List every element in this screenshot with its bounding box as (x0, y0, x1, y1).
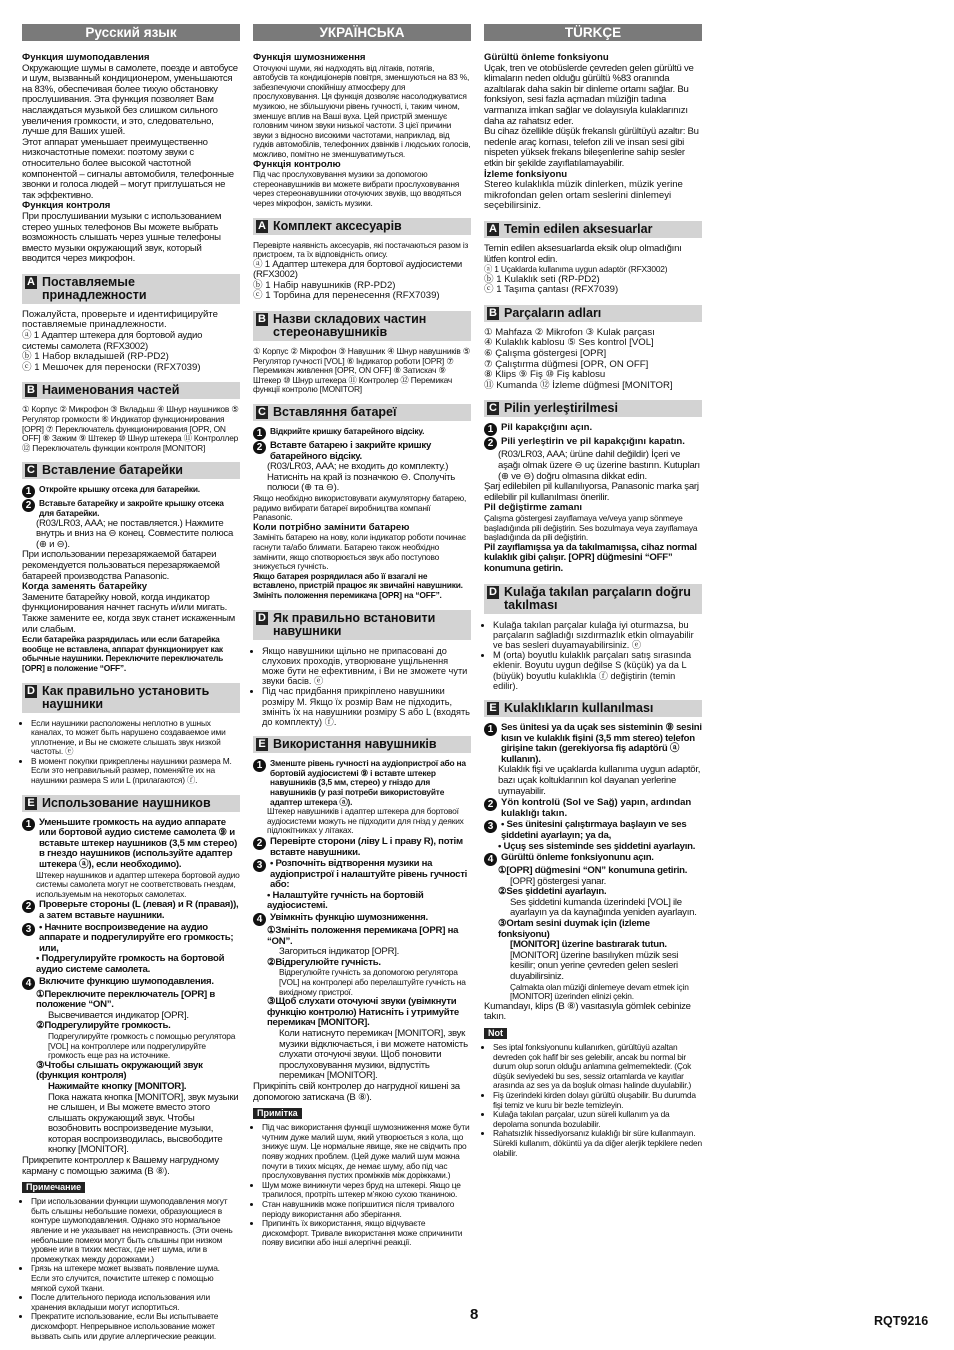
document-code: RQT9216 (874, 1314, 929, 1328)
accessories-intro: Пожалуйста, проверьте и идентифицируйте поставляемые принадлежности. (22, 308, 218, 331)
step-4c-note: Çalmakta olan müziği dinlemeye devam etmek için [MONITOR] üzerinden elinizi çekin. (510, 981, 689, 1002)
parts-item: ⑥ Çalışma göstergesi [OPR] (484, 348, 607, 360)
step-4b-detail: Відрегулюйте гучність за допомогою регулятора [VOL] на контролері або перелаштуйте гучність на вихідному пристрої. (279, 967, 466, 997)
nc-title: Gürültü önleme fonksiyonu (484, 52, 609, 63)
step-1: 1 Зменште рівень гучності на аудіопристрої або на бортовій аудіосистемі ⑨ і вставте штекер навушників (3,5 мм, стерео) у гніздо для навушників (у разі потреби використовуйте адаптер штекера ⓐ). (253, 759, 471, 807)
step-3b: • Uçuş ses sisteminde ses şiddetini ayarlayın. (498, 840, 696, 852)
step-2: 2 Вставте батарею і закрийте кришку батарейного відсіку. (253, 441, 471, 462)
step-4: 4 Gürültü önleme fonksiyonunu açın. (484, 853, 702, 866)
parts-list: ① Корпус ② Микрофон ③ Вкладыш ④ Шнур наушников ⑤ Регулятор громкости ⑥ Индикатор функционирования [OPR] ⑦ Переключатель функционирования [OPR, ON OFF] ⑧ Зажим ⑨ Штекер ⑩ Шнур штекера ⑪ Контроллер ⑫ Переключатель функции контроля [MONITOR] (22, 404, 239, 453)
step-2: 2 Yön kontrolü (Sol ve Sağ) yapın, ardından kulaklığı takın. (484, 798, 702, 819)
parts-item: ⑪ Kumanda ⑫ İzleme düğmesi [MONITOR] (484, 379, 673, 391)
fit-item: • Якщо навушники щільно не припасовані до слухових проходів, утворюване ущільнення може бути не ефективним, і Ви не зможете чути звуки басів. ⓔ (262, 646, 471, 687)
nc-text: Окружающие шумы в самолете, поезде и автобусе и шум, вызванный кондиционером, уменьшаются на 83%, обеспечивая более тихую обстановку прослушивания. Эта функция позволяет Вам наслаждаться музыкой без слишком сильного увеличения громкости, и это, следовательно, лучше для Ваших ушей. (22, 62, 238, 138)
step-4a-detail: [OPR] göstergesi yanar. (510, 875, 607, 887)
step-4b-detail: Ses şiddetini kumanda üzerindeki [VOL] ile ayarlayın ya da kaynağında yeniden ayarlayın. (510, 896, 697, 919)
step-4c: ③Чтобы слышать окружающий звук (функция контроля) (36, 1059, 203, 1082)
parts-item: ⑦ Çalıştırma düğmesi [OPR, ON OFF] (484, 358, 649, 370)
nc-title: Функція шумозниження (253, 52, 366, 63)
replace-text: Çalışma göstergesi zayıflamaya ve/veya yanıp sönmeye başladığında pili değiştirin. Ses bozulmaya veya zayıflamaya başladığında da pili değiştirin. (484, 513, 698, 543)
clip-text: Прикріпіть свій контролер до нагрудної кишені за допомогою затискача (B ⑧). (253, 1080, 460, 1103)
step-2-detail: (R03/LR03, AAA; не поставляется.) Нажмите внутрь и вниз на ⊖ конец. Совместите полюса (⊕ и ⊖). (36, 517, 234, 550)
monitor-text: Stereo kulaklıkla müzik dinlerken, müzik yerine mikrofondan gelen ortam seslerini dinlemeyi seçebilirsiniz. (484, 179, 683, 212)
language-header: Русский язык (22, 24, 240, 41)
step-4: 4 Включите функцию шумоподавления. (22, 977, 240, 990)
step-3: 3 • Розпочніть відтворення музики на аудіопристрої і налаштуйте рівень гучності або: (253, 859, 471, 891)
section-c-header: C Вставляння батареї (253, 404, 471, 421)
step-4c-detail: Коли натиснуто перемикач [MONITOR], звук музики відключається, і ви можете натомість слухати оточуючі звуки. Щоб поновити прослуховування музики, відпустіть перемикач [MONITOR]. (279, 1028, 468, 1082)
battery-empty-note: Якщо батарея розрядилася або її взагалі не вставлено, пристрій працює як звичайні навушники. Змініть положення перемикача [OPR] на “OFF”. (253, 570, 463, 600)
step-1: 1 Уменьшите громкость на аудио аппарате или бортовой аудио системе самолета ⑨ и вставьте штекер наушников (3,5 мм стерео) в гнездо наушников (используйте адаптер штекера ⓐ), если необходимо). (22, 818, 240, 871)
section-d-header: D Як правильно встановити навушники (253, 610, 471, 640)
step-4c-button: [MONITOR] üzerine bastırarak tutun. (510, 939, 667, 951)
accessory-item: ⓐ 1 Адаптер штекера для бортовой аудио системы самолета (RFX3002) (22, 330, 203, 352)
step-4a: ①[OPR] düğmesini “ON” konumuna getirin. (498, 865, 688, 877)
monitor-text: Під час прослуховування музики за допомогою стереонавушників ви можете вибрати прослуховування через стереонавушники оточуючих звуків, що вводяться через мікрофон, замість музики. (253, 169, 462, 208)
monitor-text: При прослушивании музыки с использованием стерео ушных телефонов Вы можете выбрать возможность слышать через ушные телефоны вместо музыки окружающий звук, который вводится через микрофон. (22, 210, 222, 265)
accessory-item: ⓒ 1 Taşıma çantası (RFX7039) (484, 284, 619, 296)
nc-title: Функция шумоподавления (22, 52, 150, 63)
step-3: 3 • Начните воспроизведение на аудио аппарате и подрегулируйте его громкость; или, (22, 923, 240, 955)
fit-item: • Під час придбання прикріплено навушники розміру M. Якщо їх розмір Вам не підходить, змініть їх на навушники розміру S або L (входять до комплекту) ⓕ. (262, 686, 471, 727)
step-4b: ②Подрегулируйте громкость. (36, 1020, 171, 1032)
step-1: 1 Відкрийте кришку батарейного відсіку. (253, 427, 471, 440)
note-item: • Припиніть їх використання, якщо відчуваєте дискомфорт. Тривале використання може спричинити появу висипки або інші алергічні реакції. (262, 1219, 471, 1248)
step-2: 2 Pili yerleştirin ve pil kapakçığını kapatın. (484, 437, 702, 450)
section-a-header: A Поставляемые принадлежности (22, 274, 240, 304)
step-1-note: Штекер наушников и адаптер штекера бортовой аудио системы самолета могут не соответствовать гнездам, используемым на некоторых самолетах. (36, 869, 240, 899)
step-4b-detail: Подрегулируйте громкость с помощью регулятора [VOL] на контроллере или подрегулируйте громкость еще раз на источнике. (48, 1030, 236, 1061)
step-4a: ①Змініть положення перемикача [OPR] на “ON”. (267, 925, 459, 947)
section-b-header: B Parçaların adları (484, 305, 702, 322)
note-item: • Стан навушників може погіршитися після тривалого періоду використання або зберігання. (262, 1200, 471, 1219)
note-item: • Шум може виникнути через бруд на штекері. Якщо це трапилося, протріть штекер м’якою сухою тканиною. (262, 1181, 471, 1200)
language-header: УКРАЇНСЬКА (253, 24, 471, 41)
note-label: Not (484, 1028, 507, 1039)
replace-text: Замените батарейку новой, когда индикатор функционирования начнет гаснуть и/или мигать. Также замените ее, когда звук станет искаженным или слабым. (22, 591, 236, 635)
fit-item: • M (orta) boyutlu kulaklık parçaları satış sırasında eklenir. Boyutu uygun değilse S (küçük) ya da L (büyük) boyutlu kulaklıkla ⓕ değiştirin (temin edilir). (493, 650, 702, 691)
note-item: • Грязь на штекере может вызвать появление шума. Если это случится, почистите штекер с помощью мягкой сухой ткани. (31, 1264, 240, 1293)
nc-text: Оточуючі шуми, які надходять від літаків, потягів, автобусів та кондиціонерів повітря, зменшуються на 83 %, забезпечуючи спокійнішу атмосферу для прослуховування. Ця функція дозволяє насолоджуватися музикою, не збільшуючи рівень гучності, і, таким чином, зменшує вплив на Ваші вуха. Цей пристрій зменшує головним чином звуки низької частоти. З цієї причини звуки з відносно високими частотами, наприклад, від гудків автомобілів, телефонних дзвінків і людських голосів, можливо, помітно не зменшуватимуться. (253, 62, 471, 159)
rechargeable-note: Şarj edilebilen pil kullanılıyorsa, Panasonic marka şarj edilebilir pil kullanılması önerilir. (484, 481, 699, 503)
fit-item: • Если наушники расположены неплотно в ушных каналах, то может быть нарушено создаваемое ими уплотнение, и Вы не сможете слышать звук низкой частоты. ⓔ (31, 719, 240, 757)
step-4c: ③Ortam sesini duymak için (izleme fonksiyonu) (498, 918, 650, 940)
note-item: • Fiş üzerindeki kirden dolayı gürültü oluşabilir. Bu durumda fişi temiz ve kuru bir bezle temizleyin. (493, 1091, 702, 1110)
step-3: 3 • Ses ünitesini çalıştırmaya başlayın ve ses şiddetini ayarlayın; ya da, (484, 820, 702, 841)
note-item: • Під час використання функції шумозниження може бути чутним дуже малий шум, який утворюється з кола, що знижує шум. Це нормальне явище, яке не свідчить про появу жодних проблем. (Цей дуже малий шум можна почути в тихих місцях, де немає шуму, або під час прослуховування пустих проміжків між доріжками.) (262, 1123, 471, 1181)
accessories-intro: Temin edilen aksesuarlarda eksik olup olmadığını lütfen kontrol edin. (484, 242, 682, 265)
accessory-item: ⓑ 1 Kulaklık seti (RP-PD2) (484, 273, 600, 285)
battery-empty-note: Если батарейка разрядилась или если батарейка вообще не вставлена, аппарат функционирует как обычные наушники. Переключите переключатель [OPR] в положение “OFF”. (22, 634, 224, 673)
accessory-item: ⓐ 1 Адаптер штекера для бортової аудіосистеми (RFX3002) (253, 258, 463, 281)
section-d-header: D Kulağa takılan parçaların doğru takılması (484, 584, 702, 614)
step-1-note: Штекер навушників і адаптер штекера для бортової аудіосистеми можуть не підходити для гнізд у деяких підлокітниках у літаках. (267, 806, 464, 836)
note-item: • Kulağa takılan parçalar, uzun süreli kullanım ya da depolama sonunda bozulabilir. (493, 1110, 702, 1129)
step-2-detail: (R03/LR03, AAA; ürüne dahil değildir) İçeri ve aşağı olmak üzere ⊖ uç üzerine bastırın. Kutupları (⊕ ve ⊖) doğru olmasına dikkat edin. (498, 449, 700, 482)
replace-text: Замініть батарею на нову, коли індикатор роботи починає гаснути та/або блимати. Батарею також необхідно замінити, якщо спотворюється звук або поступово знижується гучність. (253, 532, 466, 572)
parts-item: ⑧ Klips ⑨ Fiş ⑩ Fiş kablosu (484, 369, 606, 381)
step-4c-detail: [MONITOR] üzerine basılıyken müzik sesi kesilir; onun yerine çevreden gelen sesleri duyabilirsiniz. (510, 949, 679, 983)
parts-item: ④ Kulaklık kablosu ⑤ Ses kontrol [VOL] (484, 337, 654, 349)
section-c-header: C Вставление батарейки (22, 462, 240, 479)
step-4b: ②Відрегулюйте гучність. (267, 956, 381, 968)
rechargeable-note: Якщо необхідно використовувати акумуляторну батарею, радимо вибирати батареї виробництва компанії Panasonic. (253, 493, 467, 523)
accessory-item: ⓐ 1 Uçaklarda kullanıma uygun adaptör (RFX3002) (484, 264, 668, 275)
step-3b: • Подрегулируйте громкость на бортовой аудио системе самолета. (36, 953, 225, 975)
step-1: 1 Ses ünitesi ya da uçak ses sisteminin ⑨ sesini kısın ve kulaklık fişini (3,5 mm stereo) telefon girişine takın (gerekiyorsa fiş adaptörü ⓐ kullanın). (484, 723, 702, 765)
accessory-item: ⓑ 1 Набір навушників (RP-PD2) (253, 279, 396, 291)
fit-item: • Kulağa takılan parçalar kulağa iyi oturmazsa, bu parçaların sağladığı sızdırmazlık etkin olmayabilir ve bas sesleri duyamayabilirsiniz. ⓔ (493, 620, 702, 651)
page-number: 8 (470, 1306, 479, 1323)
nc-text-2: Этот аппарат уменьшает преимущественно низкочастотные помехи: поэтому звуки с относительно более высокой частотной компонентой – сигналы автомобиля, телефонные звонки и голоса людей – могут приглушаться не так эффективно. (22, 136, 234, 201)
section-c-header: C Pilin yerleştirilmesi (484, 400, 702, 417)
step-1-note: Kulaklık fişi ve uçaklarda kullanıma uygun adaptör, bazı uçak koltuklarının kol dayanan yerlerine uymayabilir. (498, 764, 701, 797)
note-item: • При использовании функции шумоподавления могут быть слышны небольшие помехи, образующиеся в контуре шумоподавления. Однако это нормальное явление и не указывает на неисправность. (Эти очень небольшие помехи могут быть слышны при низком уровне или в тихих местах, где нет шума, или в промежутках между дорожками.) (31, 1197, 240, 1264)
step-2: 2 Проверьте стороны (L (левая) и R (правая)), а затем вставьте наушники. (22, 900, 240, 921)
section-d-header: D Как правильно установить наушники (22, 683, 240, 713)
accessory-item: ⓒ 1 Мешочек для переноски (RFX7039) (22, 361, 201, 373)
step-4a-detail: Загориться індикатор [OPR]. (279, 946, 400, 958)
note-item: • Прекратите использование, если Вы испытываете дискомфорт. Непрерывное использование может вызвать сыпь или другие аллергические реакции. (31, 1312, 240, 1341)
nc-text-2: Bu cihaz özellikle düşük frekanslı gürültüyü azaltır: Bu nedenle araç kornası, telefon zili ve insan sesi gibi nispeten yüksek frekans bileşenlerine sahip sesler etkin bir şekilde zayıflatılamayabilir. (484, 126, 699, 169)
battery-empty-note: Pil zayıflamışsa ya da takılmamışsa, cihaz normal kulaklık gibi çalışır. [OPR] düğmesini “OFF” konumuna getirin. (484, 541, 697, 574)
step-2-detail: (R03/LR03, AAA; не входить до комплекту.) Натисніть на край із позначкою ⊖. Сполучіть полюси (⊕ та ⊖). (267, 461, 456, 494)
step-4c-detail: Пока нажата кнопка [MONITOR], звук музыки не слышен, и Вы можете вместо этого слышать окружающий звук. Чтобы возобновить воспроизведение музыки, которая воспроизводилась, высвободите кнопку [MONITOR]. (48, 1091, 239, 1156)
section-b-header: B Наименования частей (22, 382, 240, 399)
accessory-item: ⓑ 1 Набор вкладышей (RP-PD2) (22, 351, 169, 363)
replace-title: Pil değiştirme zamanı (484, 502, 583, 514)
monitor-title: Функция контроля (22, 200, 111, 212)
accessories-intro: Перевірте наявність аксесуарів, які постачаються разом із пристроєм, та їх відповідність опису. (253, 239, 469, 260)
step-1: 1 Откройте крышку отсека для батарейки. (22, 485, 240, 498)
replace-title: Коли потрібно замінити батарею (253, 521, 410, 533)
step-4a: ①Переключите переключатель [OPR] в положение “ON”. (36, 988, 216, 1011)
section-e-header: E Kulaklıkların kullanılması (484, 700, 702, 717)
step-2: 2 Вставьте батарейку и закройте крышку отсека для батарейки. (22, 499, 240, 518)
section-e-header: E Использование наушников (22, 795, 240, 812)
note-item: • Rahatsızlık hissediyorsanız kulaklığı bir süre kullanmayın. Sürekli kullanım, döküntü ya da diğer alerjik tepkilere neden olabilir. (493, 1129, 702, 1158)
section-a-header: A Temin edilen aksesuarlar (484, 221, 702, 238)
step-1: 1 Pil kapakçığını açın. (484, 423, 702, 436)
ukrainian-column (253, 24, 471, 1250)
replace-title: Когда заменять батарейку (22, 581, 148, 593)
language-header: TÜRKÇE (484, 24, 702, 41)
step-4b: ②Ses şiddetini ayarlayın. (498, 886, 607, 898)
section-e-header: E Використання навушників (253, 736, 471, 753)
step-3b: • Налаштуйте гучність на бортовій аудіосистемі. (267, 889, 424, 912)
step-2: 2 Перевірте сторони (ліву L і праву R), потім вставте навушники. (253, 837, 471, 858)
section-b-header: B Назви складових частин стереонавушників (253, 311, 471, 341)
note-item: • Ses iptal fonksiyonunu kullanırken, gürültüyü azaltan devreden çok hafif bir ses gelebilir, ancak bu normal bir durum olup sorun olduğu anlamına gelmemektedir. (Çok düşük seviyedeki bu ses, sessiz ortamlarda ve kayıtlar arasında az ses ya da boşluk olması halinde duyulabilir.) (493, 1043, 702, 1091)
section-a-header: A Комплект аксесуарів (253, 218, 471, 235)
step-4a-detail: Высвечивается индикатор [OPR]. (48, 1009, 189, 1021)
note-item: • После длительного периода использования или хранения вкладыши могут испортиться. (31, 1293, 240, 1312)
step-4c: ③Щоб слухати оточуючі звуки (увімкнути функцію контролю) Натисніть і утримуйте перемикач [MONITOR]. (267, 996, 459, 1029)
note-label: Примітка (253, 1108, 302, 1119)
nc-text: Uçak, tren ve otobüslerde çevreden gelen gürültü ve klimaların neden olduğu gürültü %83 oranında azaltılarak daha sakin bir dinleme ortamı sağlar. Bu fonksiyon, sesi fazla açmadan müziğin tadına varmanıza imkan sağlar ve dolayısıyla kulaklarınızı daha az rahatsız eder. (484, 62, 694, 127)
monitor-title: İzleme fonksiyonu (484, 168, 568, 180)
fit-item: • В момент покупки прикреплены наушники размера M. Если это неправильный размер, поменяйте их на наушники размера S или L (прилагаются) ⓕ. (31, 757, 240, 786)
clip-text: Прикрепите контроллер к Вашему нагрудному карману с помощью зажима (B ⑧). (22, 1155, 219, 1177)
parts-item: ① Mahfaza ② Mikrofon ③ Kulak parçası (484, 326, 655, 338)
monitor-title: Функція контролю (253, 158, 341, 170)
step-4: 4 Увімкніть функцію шумозниження. (253, 913, 471, 926)
parts-list: ① Корпус ② Мікрофон ③ Навушник ④ Шнур навушників ⑤ Регулятор гучності [VOL] ⑥ Індикатор роботи [OPR] ⑦ Перемикач живлення [OPR, ON OFF] ⑧ Затискач ⑨ Штекер ⑩ Шнур штекера ⑪ Контролер ⑫ Перемикач функції контролю [MONITOR] (253, 346, 471, 395)
clip-text: Kumandayı, klips (B ⑧) vasıtasıyla gömlek cebinize takın. (484, 1000, 691, 1023)
step-4c-button: Нажимайте кнопку [MONITOR]. (48, 1080, 187, 1092)
rechargeable-note: При использовании перезаряжаемой батареи рекомендуется пользоваться перезаряжаемой батареей производства Panasonic. (22, 549, 220, 582)
russian-column (22, 24, 240, 1343)
note-label: Примечание (22, 1182, 85, 1193)
turkish-column (484, 24, 702, 1160)
accessory-item: ⓒ 1 Торбина для перенесення (RFX7039) (253, 290, 440, 302)
